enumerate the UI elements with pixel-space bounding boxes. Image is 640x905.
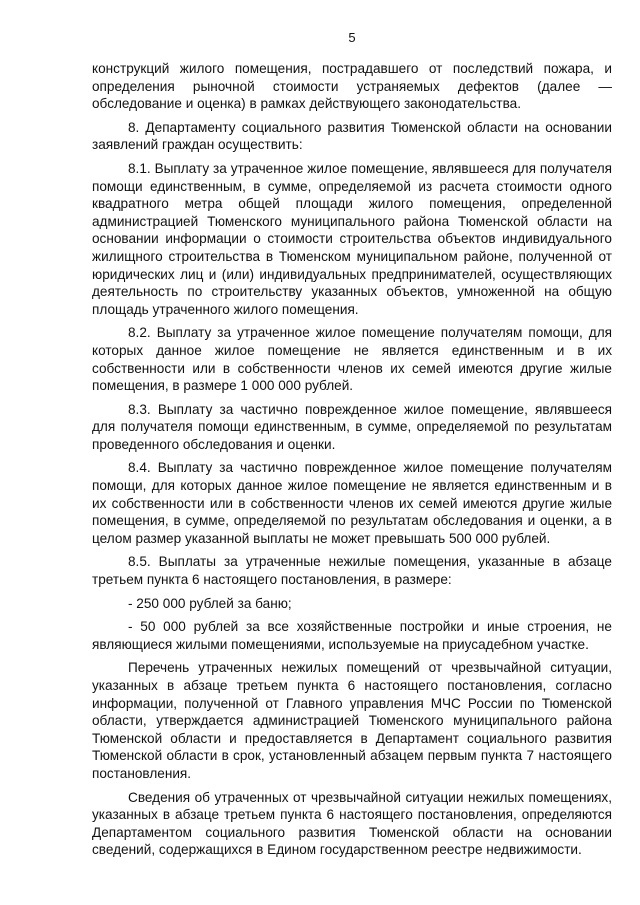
paragraph-8-1: 8.1. Выплату за утраченное жилое помещение, являвшееся для получателя помощи единственным, в сумме, определяемой из расчета стоимости одного квадратного метра общей площади жилого помещения, определенной администрацией Тюменского муниципального района Тюменской области на основании информации о стоимости строительства объектов индивидуального жилищного строительства в Тюменском муниципальном районе, полученной от юридических лиц и (или) индивидуальных предпринимателей, осуществляющих деятельность по строительству указанных объектов, умноженной на общую площадь утраченного жилого помещения. (92, 160, 612, 317)
paragraph-list-of-premises: Перечень утраченных нежилых помещений от чрезвычайной ситуации, указанных в абзаце третьем пункта 6 настоящего постановления, согласно информации, полученной от Главного управления МЧС России по Тюменской области, утверждается администрацией Тюменского муниципального района Тюменской области и предоставляется в Департамент социального развития Тюменской области в срок, установленный абзацем первым пункта 7 настоящего постановления. (92, 660, 612, 781)
paragraph-8-4: 8.4. Выплату за частично поврежденное жилое помещение получателям помощи, для которых данное жилое помещение не является единственным и в их собственности или в собственности членов их семей имеются другие жилые помещения, в сумме, определяемой по результатам обследования и оценки, а в целом размер указанной выплаты не может превышать 500 000 рублей. (92, 460, 612, 546)
paragraph-8: 8. Департаменту социального развития Тюменской области на основании заявлений граждан осуществить: (92, 119, 612, 153)
list-item-outbuildings: - 50 000 рублей за все хозяйственные постройки и иные строения, не являющиеся жилыми помещениями, используемые на приусадебном участке. (92, 619, 612, 652)
page-number: 5 (348, 30, 356, 45)
paragraph-8-3: 8.3. Выплату за частично поврежденное жилое помещение, являвшееся для получателя помощи единственным, в сумме, определяемой по результатам проведенного обследования и оценки. (92, 401, 612, 452)
list-item-bath: - 250 000 рублей за баню; (128, 595, 292, 611)
paragraph-8-2: 8.2. Выплату за утраченное жилое помещение получателям помощи, для которых данное жилое помещение не является единственным и в их собственности или в собственности членов их семей имеются другие жилые помещения, в размере 1 000 000 рублей. (92, 325, 612, 394)
paragraph-8-5: 8.5. Выплаты за утраченные нежилые помещения, указанные в абзаце третьем пункта 6 настоящего постановления, в размере: (92, 554, 612, 588)
paragraph-continuation: конструкций жилого помещения, пострадавшего от последствий пожара, и определения рыночной стоимости устраняемых дефектов (далее — обследование и оценка) в рамках действующего законодательства. (92, 61, 612, 112)
paragraph-information-sources: Сведения об утраченных от чрезвычайной ситуации нежилых помещениях, указанных в абзаце третьем пункта 6 настоящего постановления, определяются Департаментом социального развития Тюменской области на основании сведений, содержащихся в Едином государственном реестре недвижимости. (92, 789, 612, 858)
